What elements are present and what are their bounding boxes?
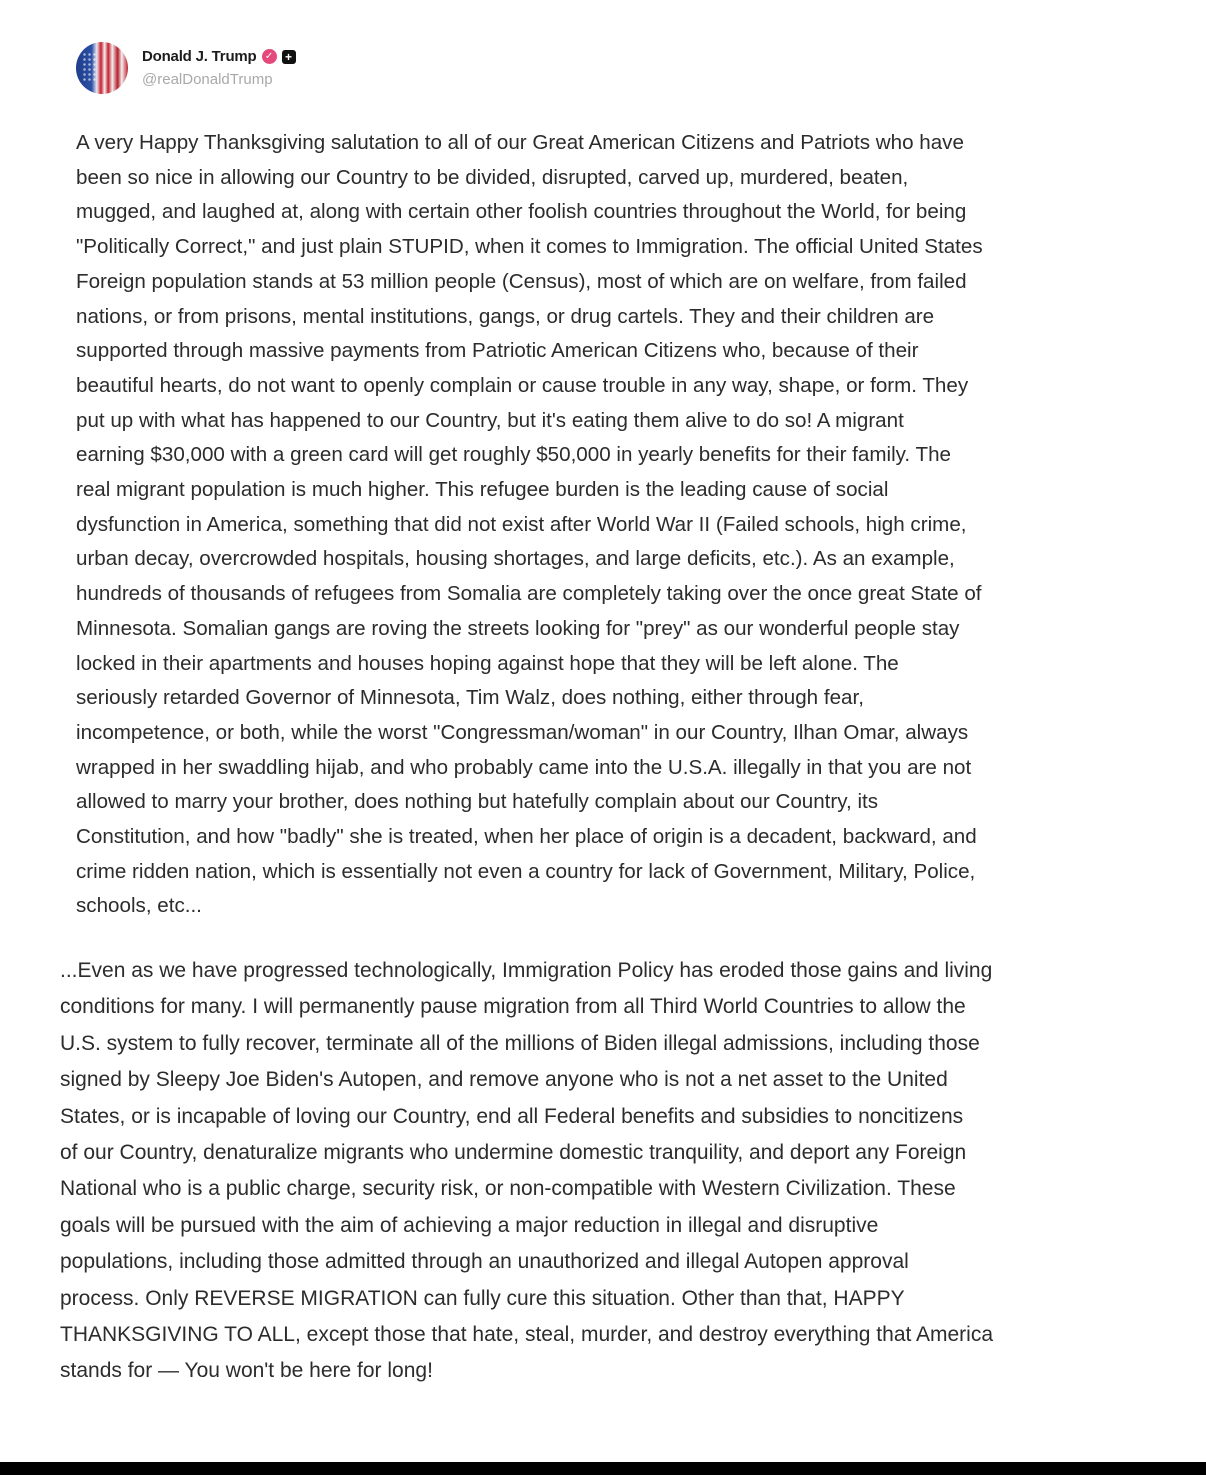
post-body-paragraph-1: A very Happy Thanksgiving salutation to all of our Great American Citizens and Patriots who have been so nice in allowing our Country to be divided, disrupted, carved up, murdered, beaten, mugged, and laughed at, along with certain other foolish countries throughout the World, for being "Politically Correct," and just plain STUPID, when it comes to Immigration. The official United States Foreign population stands at 53 million people (Census), most of which are on welfare, from failed nations, or from prisons, mental institutions, gangs, or drug cartels. They and their children are supported through massive payments from Patriotic American Citizens who, because of their beautiful hearts, do not want to openly complain or cause trouble in any way, shape, or form. They put up with what has happened to our Country, but it's eating them alive to do so! A migrant earning $30,000 with a green card will get roughly $50,000 in yearly benefits for their family. The real migrant population is much higher. This refugee burden is the leading cause of social dysfunction in America, something that did not exist after World War II (Failed schools, high crime, urban decay, overcrowded hospitals, housing shortages, and large deficits, etc.). As an example, hundreds of thousands of refugees from Somalia are completely taking over the once great State of Minnesota. Somalian gangs are roving the streets looking for "prey" as our wonderful people stay locked in their apartments and houses hoping against hope that they will be left alone. The seriously retarded Governor of Minnesota, Tim Walz, does nothing, either through fear, incompetence, or both, while the worst "Congressman/woman" in our Country, Ilhan Omar, always wrapped in her swaddling hijab, and who probably came into the U.S.A. illegally in that you are not allowed to marry your brother, does nothing but hatefully complain about our Country, its Constitution, and how "badly" she is treated, when her place of origin is a decadent, backward, and crime ridden nation, which is essentially not even a country for lack of Government, Military, Police, schools, etc...	[76, 131, 983, 918]
post-header	[76, 42, 296, 94]
author-info	[142, 48, 296, 88]
plus-badge-icon: +	[282, 50, 296, 64]
author-name-row	[142, 48, 296, 65]
author-avatar[interactable]	[76, 42, 128, 94]
author-display-name[interactable]: Donald J. Trump	[142, 48, 257, 65]
verified-badge-icon: ✓	[262, 49, 277, 64]
author-handle[interactable]: @realDonaldTrump	[142, 71, 273, 88]
post-body-paragraph-2: ...Even as we have progressed technologically, Immigration Policy has eroded those gains and living conditions for many. I will permanently pause migration from all Third World Countries to allow the U.S. system to fully recover, terminate all of the millions of Biden illegal admissions, including those signed by Sleepy Joe Biden's Autopen, and remove anyone who is not a net asset to the United States, or is incapable of loving our Country, end all Federal benefits and subsidies to noncitizens of our Country, denaturalize migrants who undermine domestic tranquility, and deport any Foreign National who is a public charge, security risk, or non-compatible with Western Civilization. These goals will be pursued with the aim of achieving a major reduction in illegal and disruptive populations, including those admitted through an unauthorized and illegal Autopen approval process. Only REVERSE MIGRATION can fully cure this situation. Other than that, HAPPY THANKSGIVING TO ALL, except those that hate, steal, murder, and destroy everything that America stands for — You won't be here for long!	[60, 959, 994, 1383]
bottom-border-bar	[0, 1462, 1206, 1475]
